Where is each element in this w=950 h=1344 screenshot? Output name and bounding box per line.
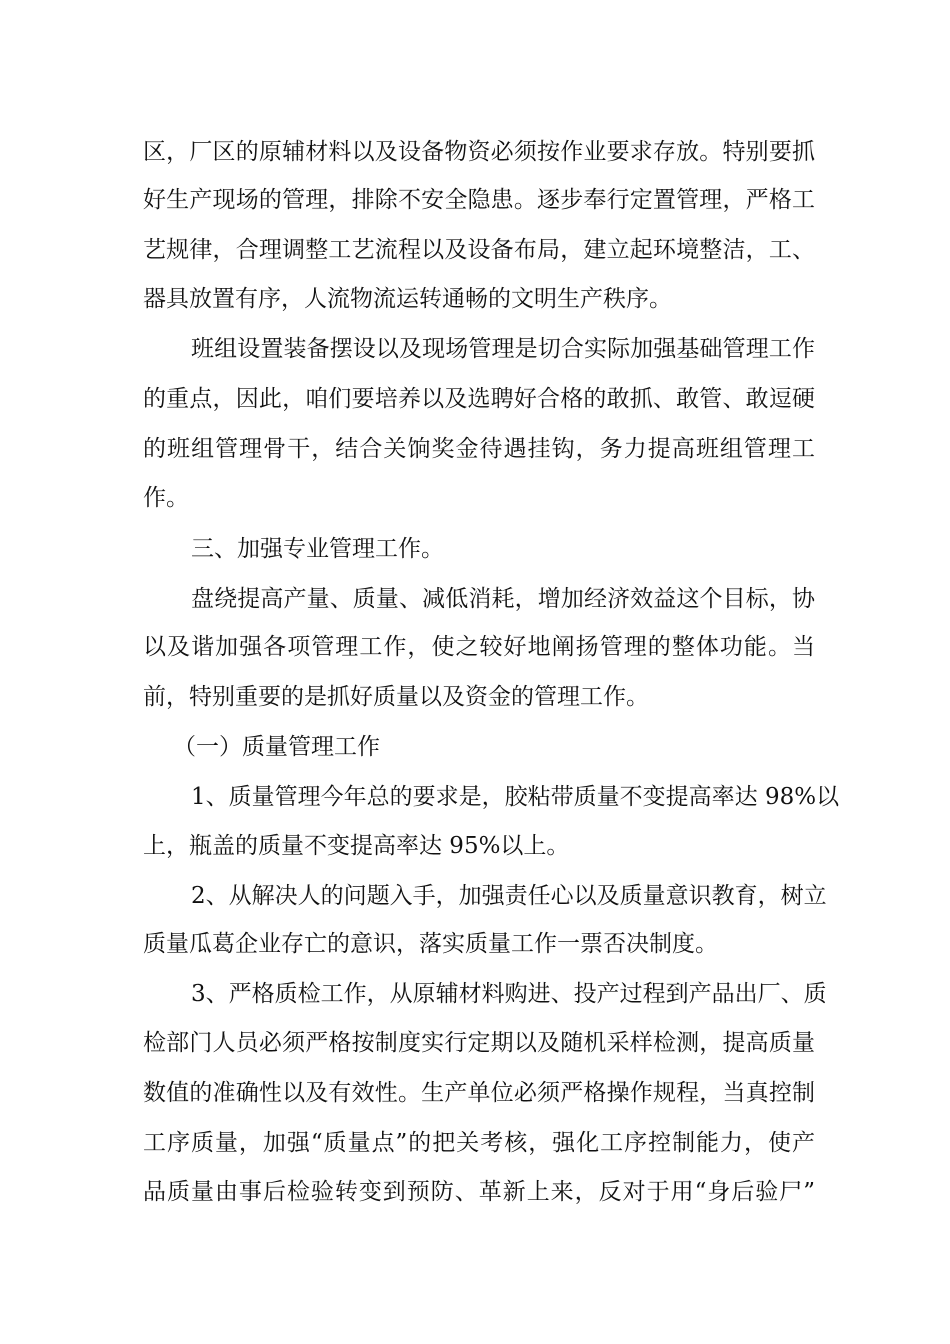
text-line: 质量瓜葛企业存亡的意识，落实质量工作一票否决制度。 (143, 931, 718, 957)
text-line: 数值的准确性以及有效性。生产单位必须严格操作规程，当真控制 (143, 1080, 815, 1106)
text-line: 区，厂区的原辅材料以及设备物资必须按作业要求存放。特别要抓 (143, 139, 815, 165)
text-line: 工序质量，加强“质量点”的把关考核，强化工序控制能力，使产 (143, 1130, 815, 1156)
subsection-heading: （一）质量管理工作 (173, 734, 380, 760)
text-line: 的班组管理骨干，结合关饷奖金待遇挂钩，务力提高班组管理工 (143, 436, 815, 462)
text-line: 上，瓶盖的质量不变提高率达 95%以上。 (143, 833, 570, 859)
text-line: 艺规律，合理调整工艺流程以及设备布局，建立起环境整洁，工、 (143, 237, 815, 263)
text-line: 检部门人员必须严格按制度实行定期以及随机采样检测，提高质量 (143, 1030, 815, 1056)
text-line: 前，特别重要的是抓好质量以及资金的管理工作。 (143, 684, 649, 710)
text-line: 1、质量管理今年总的要求是，胶粘带质量不变提高率达 98%以 (191, 784, 840, 810)
text-line: 器具放置有序，人流物流运转通畅的文明生产秩序。 (143, 286, 672, 312)
text-line: 好生产现场的管理，排除不安全隐患。逐步奉行定置管理，严格工 (143, 187, 815, 213)
text-line: 品质量由事后检验转变到预防、革新上来，反对于用“身后验尸” (143, 1179, 815, 1205)
text-line: 的重点，因此，咱们要培养以及选聘好合格的敢抓、敢管、敢逗硬 (143, 386, 815, 412)
text-line: 3、严格质检工作，从原辅材料购进、投产过程到产品出厂、质 (191, 981, 827, 1007)
text-line: 作。 (143, 485, 189, 511)
section-heading: 三、加强专业管理工作。 (191, 536, 444, 562)
text-line: 盘绕提高产量、质量、减低消耗，增加经济效益这个目标，协 (191, 586, 815, 612)
text-line: 班组设置装备摆设以及现场管理是切合实际加强基础管理工作 (191, 336, 815, 362)
text-line: 以及谐加强各项管理工作，使之较好地阐扬管理的整体功能。当 (143, 634, 815, 660)
text-line: 2、从解决人的问题入手，加强责任心以及质量意识教育，树立 (191, 883, 827, 909)
